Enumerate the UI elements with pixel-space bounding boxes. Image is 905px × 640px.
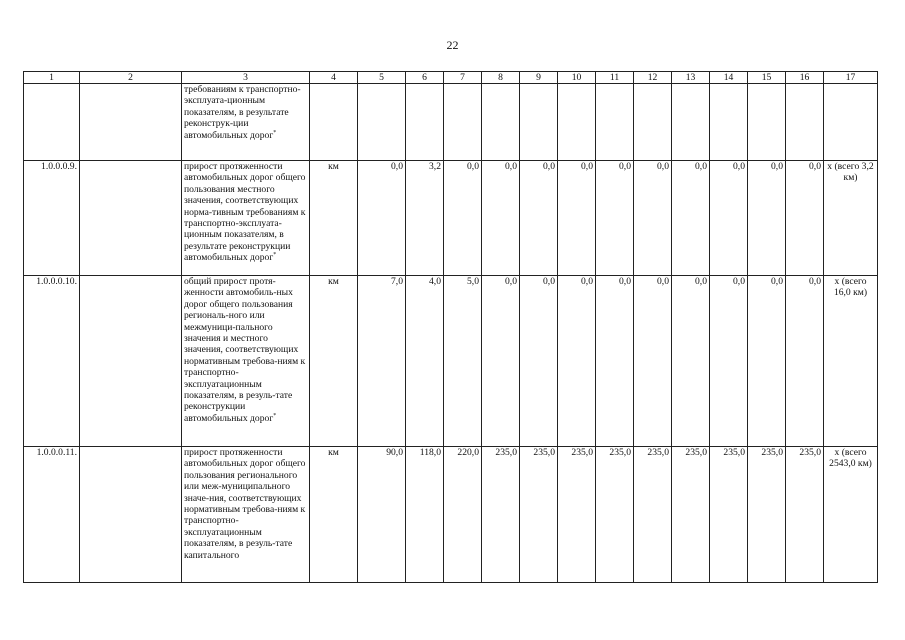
footnote-mark: *	[273, 129, 277, 136]
column-header: 10	[558, 72, 596, 84]
value-cell	[786, 84, 824, 161]
value-cell	[748, 84, 786, 161]
column-header: 14	[710, 72, 748, 84]
table-row	[24, 276, 878, 447]
row-unit	[310, 84, 358, 161]
column-header: 4	[310, 72, 358, 84]
column-header: 12	[634, 72, 672, 84]
table-row	[24, 447, 878, 583]
value-cell: 5,0	[444, 276, 482, 447]
value-cell: 235,0	[558, 447, 596, 583]
row-code	[24, 84, 80, 161]
column-header: 9	[520, 72, 558, 84]
value-cell: 0,0	[558, 276, 596, 447]
value-cell: 235,0	[596, 447, 634, 583]
value-cell: 0,0	[520, 276, 558, 447]
value-cell: 0,0	[786, 276, 824, 447]
column-header: 17	[824, 72, 878, 84]
value-cell: 0,0	[482, 276, 520, 447]
value-cell: 0,0	[634, 276, 672, 447]
row-description-cell	[182, 447, 310, 583]
value-cell: 0,0	[672, 161, 710, 276]
row-description-cell	[182, 161, 310, 276]
value-cell: 0,0	[596, 276, 634, 447]
footnote-mark: *	[273, 252, 277, 259]
value-cell	[672, 84, 710, 161]
row-total: х (всего 2543,0 км)	[824, 447, 878, 583]
row-total: х (всего 3,2 км)	[824, 161, 878, 276]
table-row	[24, 161, 878, 276]
row-description: общий прирост протя-женности автомобиль-ных дорог общего пользования региональ-ного или межмуници-пального значения и местного значения, соответствующих нормативным требова-ниям к транспортно-эксплуатационным показателям, в резуль-тате реконструкции автомобильных дорог	[184, 276, 306, 424]
value-cell	[710, 84, 748, 161]
row-unit: км	[310, 447, 358, 583]
value-cell: 235,0	[482, 447, 520, 583]
row-description-cell	[182, 276, 310, 447]
value-cell	[482, 84, 520, 161]
page-number: 22	[446, 38, 459, 52]
value-cell	[596, 84, 634, 161]
column-header: 13	[672, 72, 710, 84]
column-header: 11	[596, 72, 634, 84]
value-cell	[358, 84, 406, 161]
column-header: 16	[786, 72, 824, 84]
row-col2	[80, 276, 182, 447]
value-cell: 0,0	[596, 161, 634, 276]
value-cell	[444, 84, 482, 161]
row-code: 1.0.0.0.10.	[24, 276, 80, 447]
value-cell: 235,0	[634, 447, 672, 583]
row-unit: км	[310, 276, 358, 447]
value-cell: 3,2	[406, 161, 444, 276]
value-cell	[634, 84, 672, 161]
row-unit: км	[310, 161, 358, 276]
value-cell: 4,0	[406, 276, 444, 447]
row-description-cell	[182, 84, 310, 161]
column-header: 6	[406, 72, 444, 84]
value-cell: 90,0	[358, 447, 406, 583]
footnote-mark: *	[273, 412, 277, 419]
row-description: прирост протяженности автомобильных дорог общего пользования местного значения, соответствующих норма-тивным требованиям к транспортно-эксплуата-ционным показателям, в результате реконструкции автомобильных дорог	[184, 161, 306, 264]
row-col2	[80, 161, 182, 276]
row-description: требованиям к транспортно-эксплуата-ционным показателям, в результате реконструк-ции автомобильных дорог	[184, 84, 301, 141]
value-cell: 0,0	[558, 161, 596, 276]
row-description: прирост протяженности автомобильных дорог общего пользования регионального или меж-муниципального значе-ния, соответствующих нормативным требова-ниям к транспортно-эксплуатационным показателям, в резуль-тате капитального	[184, 447, 306, 561]
value-cell: 0,0	[672, 276, 710, 447]
value-cell: 118,0	[406, 447, 444, 583]
table-row	[24, 84, 878, 161]
indicator-table	[23, 71, 878, 583]
column-header: 5	[358, 72, 406, 84]
row-total	[824, 84, 878, 161]
value-cell: 235,0	[748, 447, 786, 583]
value-cell	[406, 84, 444, 161]
column-header: 15	[748, 72, 786, 84]
value-cell: 235,0	[672, 447, 710, 583]
value-cell: 0,0	[786, 161, 824, 276]
column-number-row	[24, 72, 878, 84]
value-cell: 0,0	[444, 161, 482, 276]
value-cell: 0,0	[482, 161, 520, 276]
value-cell: 7,0	[358, 276, 406, 447]
row-col2	[80, 84, 182, 161]
value-cell: 0,0	[748, 161, 786, 276]
value-cell: 0,0	[710, 161, 748, 276]
row-code: 1.0.0.0.9.	[24, 161, 80, 276]
column-header: 2	[80, 72, 182, 84]
value-cell: 0,0	[358, 161, 406, 276]
column-header: 3	[182, 72, 310, 84]
value-cell: 0,0	[748, 276, 786, 447]
value-cell	[520, 84, 558, 161]
value-cell: 0,0	[634, 161, 672, 276]
column-header: 7	[444, 72, 482, 84]
value-cell: 235,0	[786, 447, 824, 583]
column-header: 8	[482, 72, 520, 84]
column-header: 1	[24, 72, 80, 84]
value-cell	[558, 84, 596, 161]
value-cell: 0,0	[710, 276, 748, 447]
row-code: 1.0.0.0.11.	[24, 447, 80, 583]
value-cell: 0,0	[520, 161, 558, 276]
row-total: х (всего 16,0 км)	[824, 276, 878, 447]
value-cell: 235,0	[520, 447, 558, 583]
row-col2	[80, 447, 182, 583]
value-cell: 220,0	[444, 447, 482, 583]
value-cell: 235,0	[710, 447, 748, 583]
